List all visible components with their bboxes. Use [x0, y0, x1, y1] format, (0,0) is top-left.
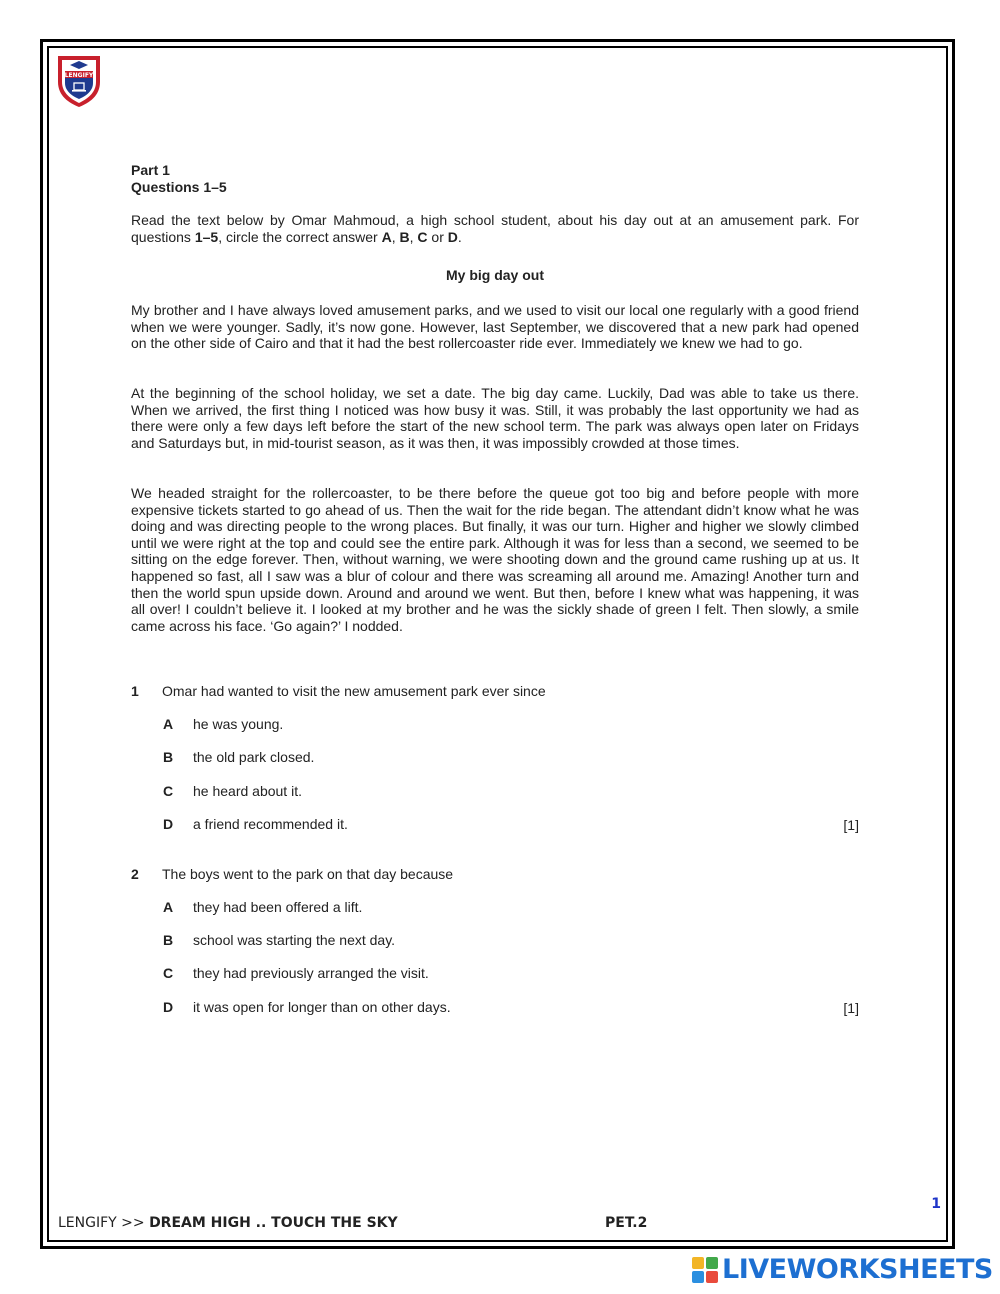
option-text: he heard about it.: [193, 783, 302, 799]
option-text: they had previously arranged the visit.: [193, 965, 429, 981]
instructions-letter-c: C: [417, 229, 428, 245]
option-letter: C: [163, 783, 174, 799]
footer-brand-name: LENGIFY >>: [58, 1215, 150, 1231]
instructions-letter-d: D: [447, 229, 458, 245]
option-letter: A: [163, 716, 174, 732]
svg-text:LENGIFY: LENGIFY: [64, 72, 94, 79]
instructions-separator: ,: [409, 229, 418, 245]
instructions-letter-a: A: [381, 229, 392, 245]
question-1-option-d[interactable]: [163, 816, 348, 832]
question-number: 2: [131, 866, 139, 882]
question-1-option-c[interactable]: [163, 783, 302, 799]
option-text: he was young.: [193, 716, 284, 732]
option-letter: A: [163, 899, 174, 915]
question-1-option-a[interactable]: [163, 716, 283, 732]
instructions-text: Read the text below by Omar Mahmoud, a high school student, about his day out at an amusement park. For questions: [131, 212, 859, 245]
liveworksheets-grid-icon: [692, 1257, 718, 1283]
question-2-option-d[interactable]: [163, 999, 451, 1015]
instructions-range: 1–5: [194, 229, 219, 245]
part-title: Part 1: [131, 162, 170, 178]
option-text: the old park closed.: [193, 749, 315, 765]
option-text: school was starting the next day.: [193, 932, 396, 948]
option-letter: B: [163, 749, 174, 765]
instructions: [131, 212, 859, 246]
question-2-option-c[interactable]: [163, 965, 429, 981]
story-paragraph-1: My brother and I have always loved amusement parks, and we used to visit our local one regularly with a good friend when we were younger. Sadly, it’s now gone. However, last September, we discovered that a new park had opened on the other side of Cairo and that it had the best rollercoaster ride ever. Immediately we knew we had to go.: [131, 302, 859, 352]
option-letter: D: [163, 999, 174, 1015]
story-paragraph-2: At the beginning of the school holiday, we set a date. The big day came. Luckily, Dad was able to take us there. When we arrived, the first thing I noticed was how busy it was. Still, it was probably the last opportunity we had as there were only a few days left before the start of the new school term. The park was always open later on Fridays and Saturdays but, in mid-tourist season, as it was then, it was impossibly crowded at those times.: [131, 385, 859, 451]
lengify-shield-icon: [55, 52, 103, 108]
option-text: they had been offered a lift.: [193, 899, 363, 915]
liveworksheets-text: LIVEWORKSHEETS: [722, 1254, 993, 1285]
option-letter: C: [163, 965, 174, 981]
question-1-option-b[interactable]: [163, 749, 314, 765]
option-text: it was open for longer than on other days.: [193, 999, 451, 1015]
option-text: a friend recommended it.: [193, 816, 348, 832]
questions-range-title: Questions 1–5: [131, 179, 227, 195]
part-heading: [131, 162, 227, 196]
footer-slogan: DREAM HIGH .. TOUCH THE SKY: [149, 1215, 398, 1231]
question-2-option-b[interactable]: [163, 932, 395, 948]
liveworksheets-watermark[interactable]: [692, 1254, 993, 1285]
question-2-option-a[interactable]: [163, 899, 362, 915]
instructions-separator: or: [427, 229, 448, 245]
instructions-text-2: , circle the correct answer: [218, 229, 382, 245]
page-number: 1: [931, 1196, 941, 1212]
question-text: Omar had wanted to visit the new amusement park ever since: [162, 683, 546, 699]
question-1-mark: [1]: [843, 817, 859, 833]
option-letter: B: [163, 932, 174, 948]
story-title: My big day out: [446, 267, 544, 283]
footer-code: PET.2: [605, 1215, 648, 1231]
question-2-mark: [1]: [843, 1000, 859, 1016]
instructions-separator: ,: [391, 229, 400, 245]
question-text: The boys went to the park on that day because: [162, 866, 454, 882]
question-number: 1: [131, 683, 139, 699]
option-letter: D: [163, 816, 174, 832]
instructions-end: .: [457, 229, 462, 245]
story-paragraph-3: We headed straight for the rollercoaster, to be there before the queue got too big and before people with more expensive tickets started to go ahead of us. Then the wait for the ride began. The attendant didn’t know what he was doing and was directing people to the wrong places. But finally, it was our turn. Higher and higher we slowly climbed until we were right at the top and could see the entire park. Although it was for less than a second, we seemed to be sitting on the edge forever. Then, without warning, we were shooting down and the ground came rushing up at us. It happened so fast, all I saw was a blur of colour and there was screaming all around me. Amazing! Another turn and then the world spun upside down. Around and around we went. But then, before I knew what was happening, it was all over! I couldn’t believe it. I looked at my brother and he was the sickly shade of green I felt. Then slowly, a smile came across his face. ‘Go again?’ I nodded.: [131, 485, 859, 634]
instructions-letter-b: B: [399, 229, 410, 245]
footer-brand: [58, 1215, 398, 1231]
